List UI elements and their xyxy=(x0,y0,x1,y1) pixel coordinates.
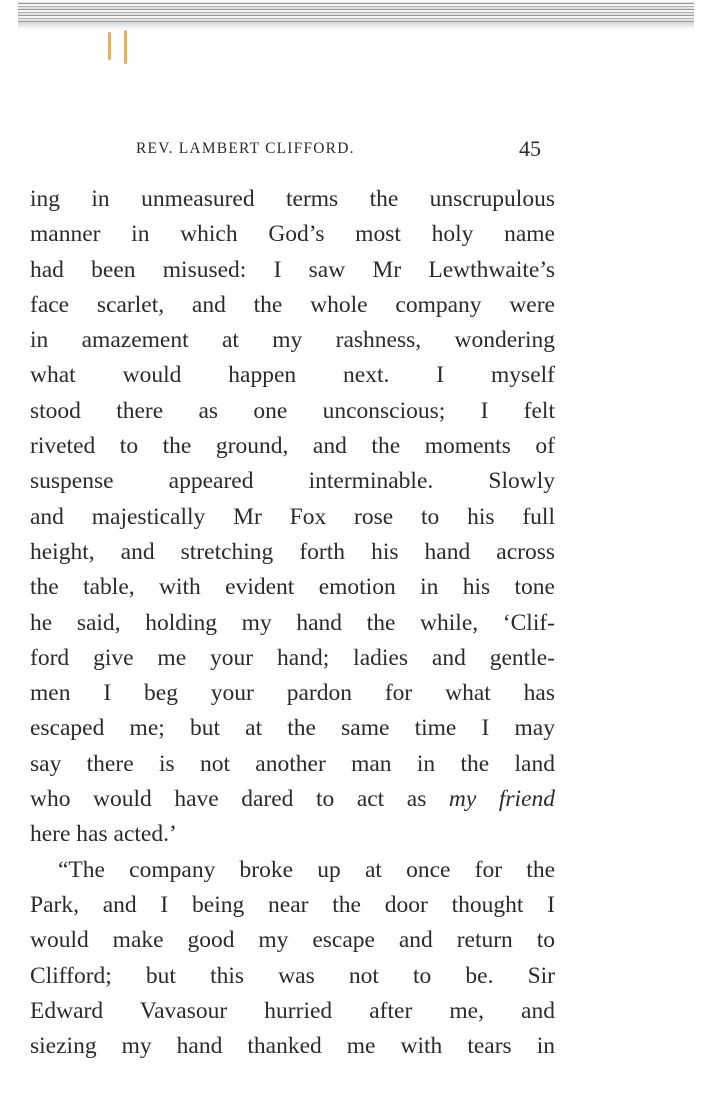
text-line: here has acted.’ xyxy=(30,821,177,848)
text-line: had been misused: I saw Mr Lewthwaite’s xyxy=(30,256,555,283)
text-line: and majestically Mr Fox rose to his full xyxy=(30,503,555,530)
margin-mark xyxy=(124,30,127,64)
emphasized-text: my friend xyxy=(448,786,555,813)
text-line: escaped me; but at the same time I may xyxy=(30,715,555,742)
margin-mark xyxy=(108,32,111,60)
text-line: suspense appeared interminable. Slowly xyxy=(30,468,555,495)
text-line: height, and stretching forth his hand across xyxy=(30,538,555,565)
running-title: REV. LAMBERT CLIFFORD. xyxy=(136,140,355,157)
scan-top-edge xyxy=(18,2,694,22)
text-line: Park, and I being near the door thought I xyxy=(30,891,555,918)
text-line: in amazement at my rashness, wondering xyxy=(30,327,555,354)
text-line: riveted to the ground, and the moments of xyxy=(30,433,555,460)
text-line: Edward Vavasour hurried after me, and xyxy=(30,997,555,1024)
text-line: face scarlet, and the whole company were xyxy=(30,291,555,318)
text-line: ing in unmeasured terms the unscrupulous xyxy=(30,186,555,212)
text-line: what would happen next. I myself xyxy=(30,362,555,389)
text-line: men I beg your pardon for what has xyxy=(30,680,555,707)
text-line-with-emphasis xyxy=(30,782,555,817)
page-number: 45 xyxy=(519,136,541,161)
text-line: manner in which God’s most holy name xyxy=(30,221,555,248)
text-line: siezing my hand thanked me with tears in xyxy=(30,1033,555,1060)
paragraph-start-line: “The company broke up at once for the xyxy=(58,856,555,883)
text-line: the table, with evident emotion in his tone xyxy=(30,574,555,601)
text-line: ford give me your hand; ladies and gentle- xyxy=(30,644,555,671)
scan-top-shadow xyxy=(18,22,694,30)
page-header xyxy=(136,136,541,166)
text-line: would make good my escape and return to xyxy=(30,927,555,954)
text-line: stood there as one unconscious; I felt xyxy=(30,397,555,424)
body-text xyxy=(30,182,555,1064)
text-line: say there is not another man in the land xyxy=(30,750,555,777)
text-line-segment: who would have dared to act as xyxy=(30,786,427,813)
text-line: Clifford; but this was not to be. Sir xyxy=(30,962,555,989)
text-line: he said, holding my hand the while, ‘Clif- xyxy=(30,609,555,636)
